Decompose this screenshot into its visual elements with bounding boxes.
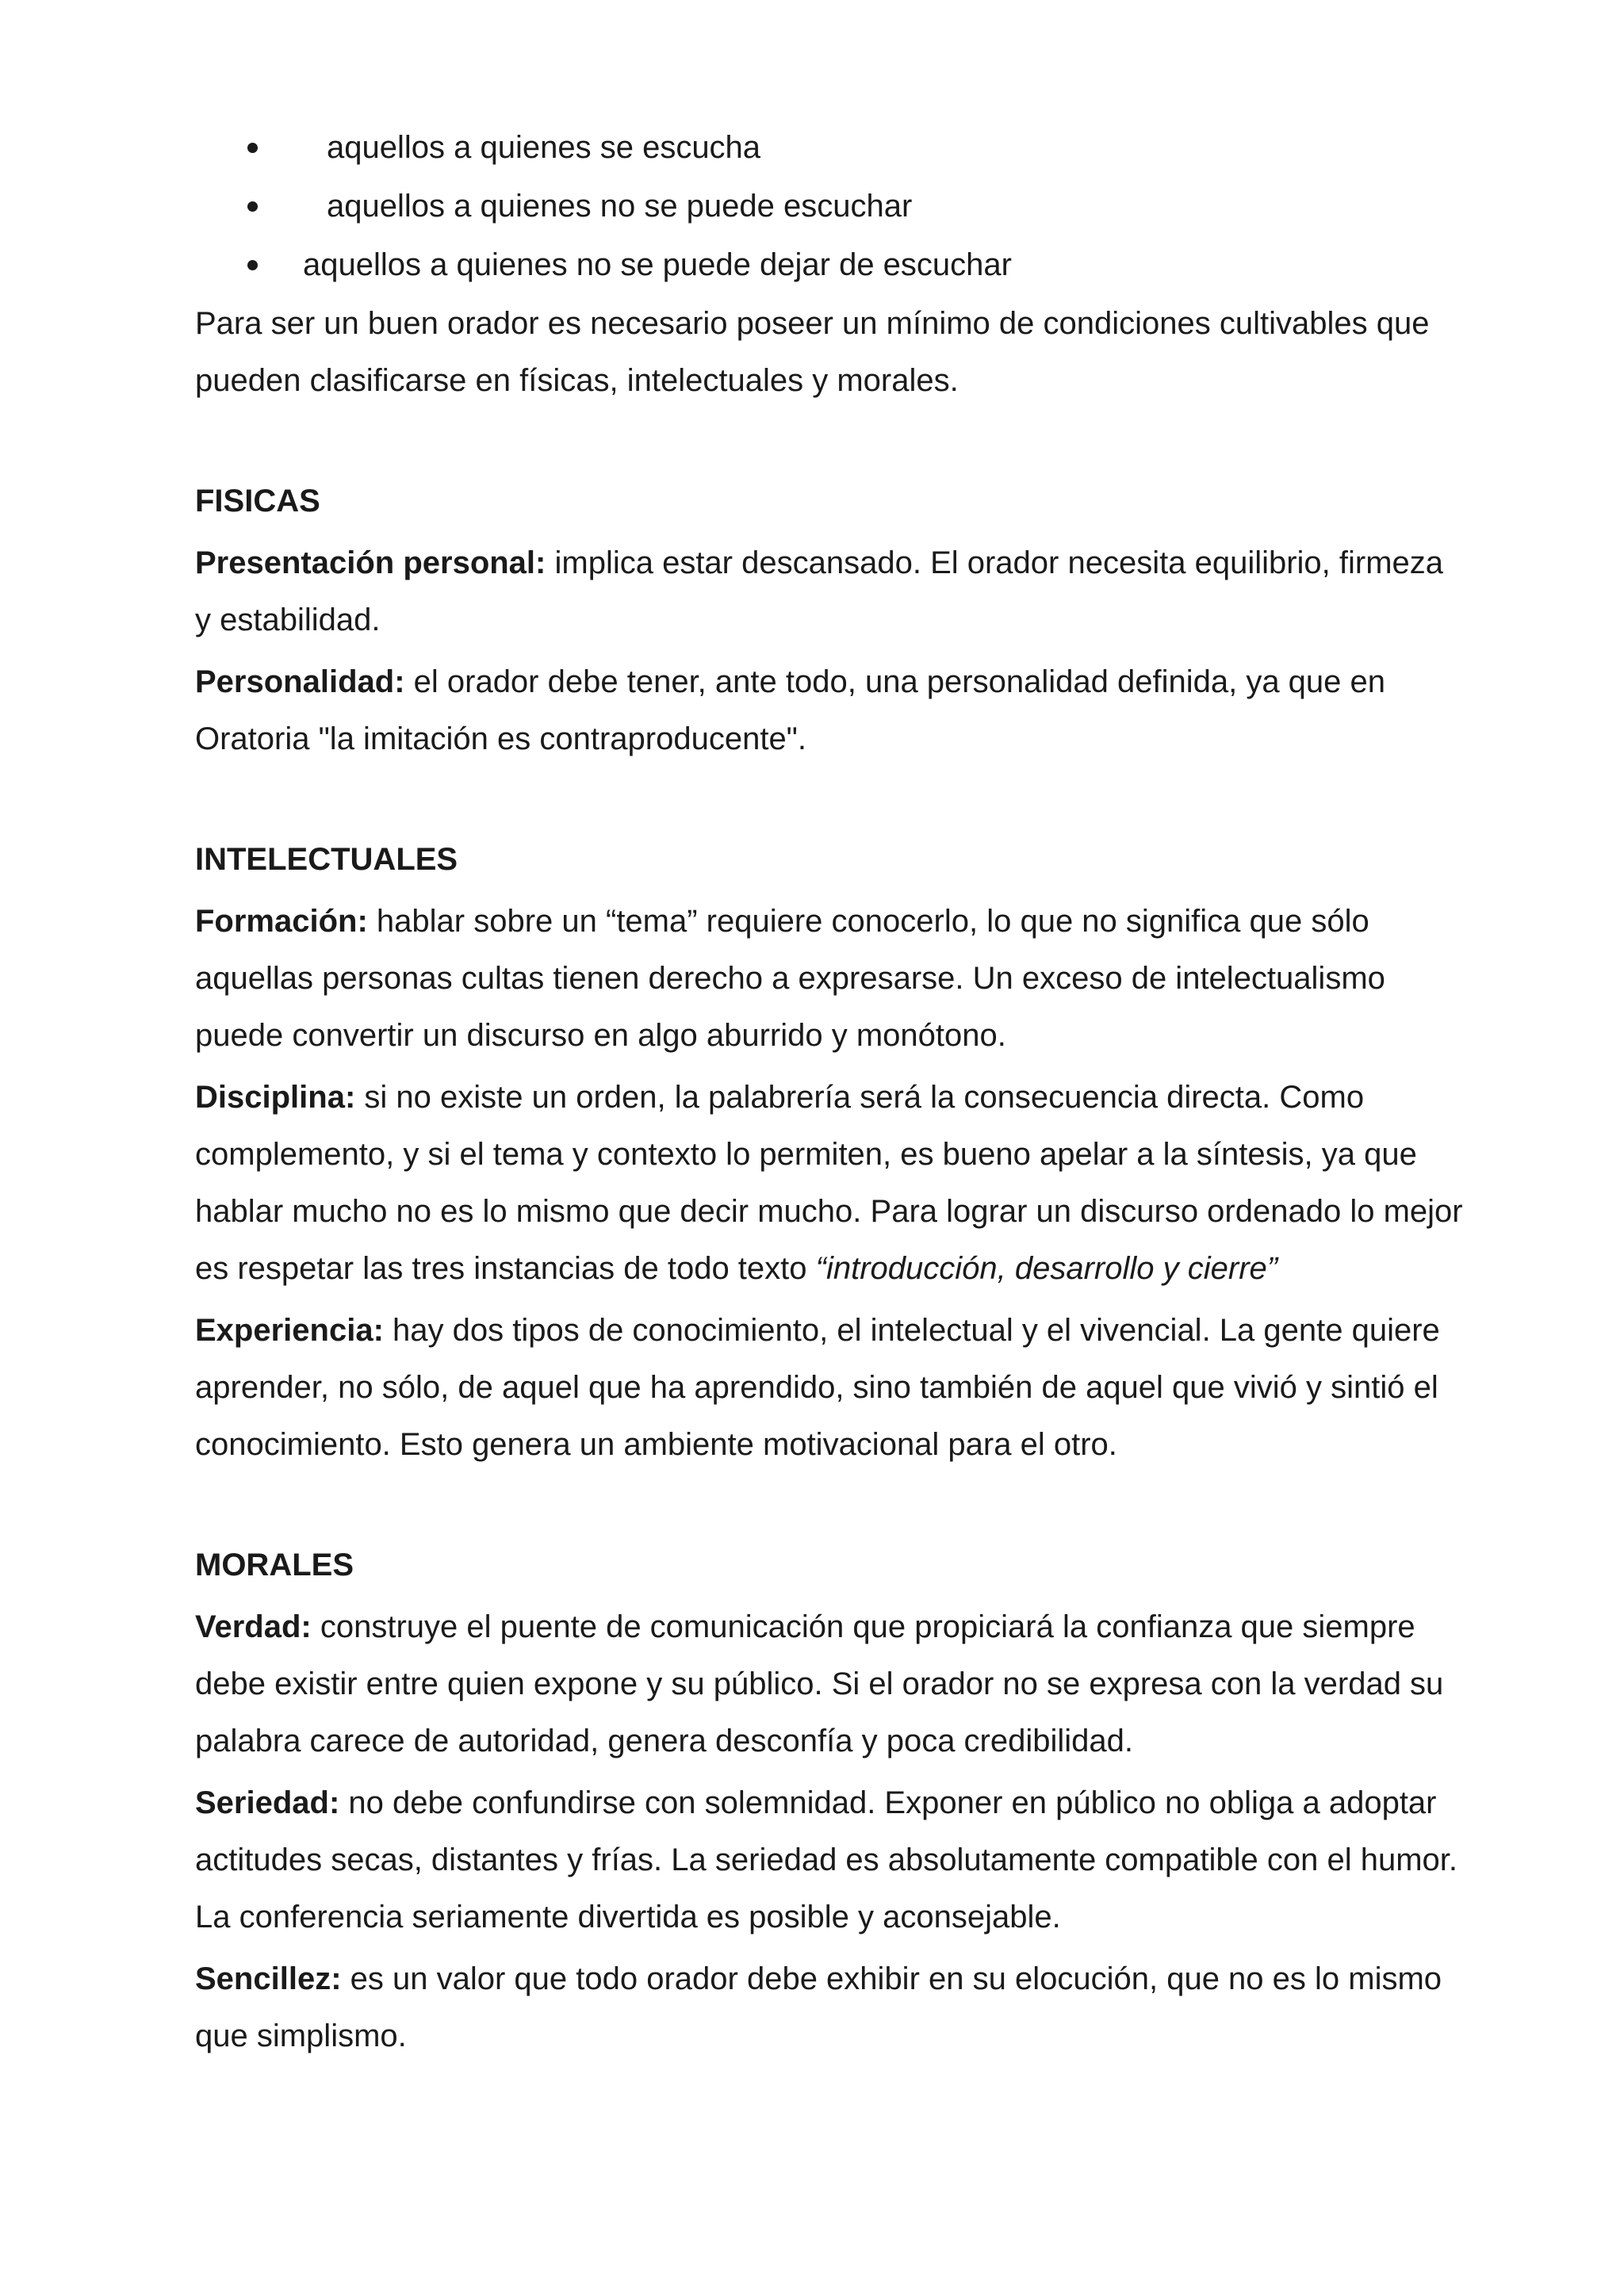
- definition-text: hablar sobre un “tema” requiere conocerlo, lo que no significa que sólo aquellas personas cultas tienen derecho a expresarse. Un exceso de intelectualismo puede convertir un discurso en algo aburrido y monótono.: [195, 904, 1385, 1053]
- bullet-icon: [247, 260, 258, 270]
- list-item: [195, 119, 1464, 178]
- document-page: [195, 119, 1464, 2069]
- section-heading: FISICAS: [195, 484, 320, 519]
- definition-text: si no existe un orden, la palabrería será la consecuencia directa. Como complemento, y si el tema y contexto lo permiten, es bueno apelar a la síntesis, ya que hablar mucho no es lo mismo que decir mucho. Para lograr un discurso ordenado lo mejor es respetar las tres instancias de todo texto: [195, 1080, 1463, 1286]
- definition-paragraph: [195, 1774, 1464, 1946]
- list-item-text: aquellos a quienes no se puede escuchar: [327, 189, 913, 224]
- definition-term: Sencillez:: [195, 1961, 342, 1996]
- section-morales: [195, 1536, 1464, 2064]
- bullet-list: [195, 119, 1464, 295]
- definition-paragraph: [195, 1598, 1464, 1770]
- list-item-text: aquellos a quienes no se puede dejar de escuchar: [303, 247, 1012, 282]
- definition-term: Disciplina:: [195, 1080, 356, 1115]
- section-heading: INTELECTUALES: [195, 842, 458, 877]
- definition-paragraph: [195, 1950, 1464, 2064]
- definition-term: Formación:: [195, 904, 368, 939]
- definition-text: implica estar descansado. El orador necesita equilibrio, firmeza y estabilidad.: [195, 545, 1444, 637]
- intro-paragraph: Para ser un buen orador es necesario poseer un mínimo de condiciones cultivables que pueden clasificarse en físicas, intelectuales y morales.: [195, 306, 1430, 398]
- definition-term: Personalidad:: [195, 664, 405, 699]
- list-item-text: aquellos a quienes se escucha: [327, 130, 761, 165]
- definition-term: Presentación personal:: [195, 545, 546, 580]
- definition-term: Seriedad:: [195, 1785, 340, 1820]
- definition-italic-quote: “introducción, desarrollo y cierre”: [815, 1251, 1278, 1286]
- definition-text: es un valor que todo orador debe exhibir en su elocución, que no es lo mismo que simplismo.: [195, 1961, 1442, 2053]
- definition-text: no debe confundirse con solemnidad. Exponer en público no obliga a adoptar actitudes secas, distantes y frías. La seriedad es absolutamente compatible con el humor. La conferencia seriamente divertida es posible y aconsejable.: [195, 1785, 1457, 1934]
- section-intelectuales: [195, 831, 1464, 1473]
- definition-text: el orador debe tener, ante todo, una personalidad definida, ya que en Oratoria "la imitación es contraproducente".: [195, 664, 1386, 756]
- definition-term: Verdad:: [195, 1609, 312, 1644]
- list-item: [195, 236, 1464, 295]
- bullet-icon: [247, 143, 258, 153]
- bullet-icon: [247, 201, 258, 212]
- definition-paragraph: [195, 1069, 1464, 1297]
- definition-text: construye el puente de comunicación que propiciará la confianza que siempre debe existir entre quien expone y su público. Si el orador no se expresa con la verdad su palabra carece de autoridad, genera desconfía y poca credibilidad.: [195, 1609, 1444, 1758]
- definition-paragraph: [195, 653, 1464, 767]
- definition-paragraph: [195, 1302, 1464, 1473]
- definition-paragraph: [195, 534, 1464, 649]
- list-item: [195, 178, 1464, 236]
- section-fisicas: [195, 473, 1464, 767]
- definition-paragraph: [195, 893, 1464, 1064]
- definition-term: Experiencia:: [195, 1313, 384, 1348]
- definition-text: hay dos tipos de conocimiento, el intelectual y el vivencial. La gente quiere aprender, no sólo, de aquel que ha aprendido, sino también de aquel que vivió y sintió el conocimiento. Esto genera un ambiente motivacional para el otro.: [195, 1313, 1440, 1462]
- section-heading: MORALES: [195, 1548, 354, 1582]
